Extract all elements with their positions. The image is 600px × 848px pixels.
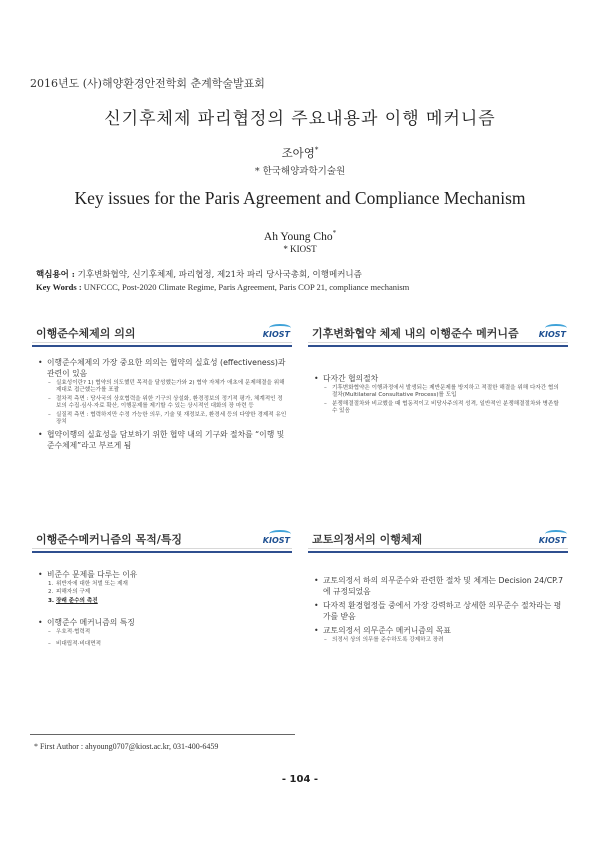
keywords-korean [36, 268, 362, 280]
keywords-korean-text: 기후변화협약, 신기후체제, 파리협정, 제21차 파리 당사국총회, 이행메커니즘 [77, 270, 362, 280]
slide-body [32, 346, 292, 451]
slide-header [308, 528, 568, 552]
sub-bullet: – 비대립적·비대면적 [38, 641, 288, 648]
bullet: • 비준수 문제를 다루는 이유 [38, 569, 288, 580]
sub-bullet: – 기후변화협약은 이행과정에서 발생되는 제반문제를 방지하고 적절한 해결을 위해 다자간 협의절차(Multilateral Consultative Process)를 도입 [314, 385, 564, 400]
slide-divider [32, 548, 292, 549]
keywords-english-label: Key Words : [36, 282, 82, 292]
slide-title: 이행준수체제의 의의 [36, 327, 136, 340]
slide-header [32, 322, 292, 346]
footnote-divider [30, 734, 295, 735]
slide-header [32, 528, 292, 552]
slide-divider [308, 548, 568, 549]
sub-bullet: – 분쟁해결절차와 비교했을 때 협동적이고 비당사주의적 성격, 일반적인 분쟁해결절차와 병존할 수 있음 [314, 401, 564, 416]
slide-body [308, 552, 568, 644]
slide-divider [308, 342, 568, 343]
slide-unfccc-compliance [308, 322, 568, 490]
numbered-item: 1. 위반자에 대한 처벌 또는 제재 [48, 581, 128, 587]
slide-title: 기후변화협약 체제 내의 이행준수 메커니즘 [312, 327, 519, 340]
paper-title-english: Key issues for the Paris Agreement and Compliance Mechanism [74, 188, 526, 208]
footnote: * First Author : ahyoung0707@kiost.ac.kr, 031-400-6459 [34, 742, 219, 751]
slide-header [308, 322, 568, 346]
author-korean-name: 조아영 [281, 146, 315, 160]
affiliation-english: * KIOST [283, 244, 317, 254]
slide-title: 교토의정서의 이행체제 [312, 533, 423, 546]
keywords-korean-label: 핵심용어 : [36, 270, 75, 280]
kiost-logo: KIOST [539, 330, 566, 339]
slide-mechanism-purpose [32, 528, 292, 696]
slide-title: 이행준수메커니즘의 목적/특징 [36, 533, 182, 546]
page-number: - 104 - [281, 774, 319, 785]
slide-accent-bar [32, 551, 292, 553]
kiost-logo: KIOST [539, 536, 566, 545]
bullet: • 다자간 협의절차 [314, 373, 564, 384]
sub-bullet: – 실질적 측면 : 협력하지만 수정 가능한 의무, 기술 및 재정보조, 환경세 등의 다양한 경제적 유인 장치 [38, 412, 288, 427]
slide-accent-bar [308, 345, 568, 347]
bullet: • 교토의정서 의무준수 메커니즘의 목표 [314, 625, 564, 636]
author-english [0, 229, 600, 243]
numbered-item: 2. 피해자의 구제 [48, 589, 91, 596]
slide-body [308, 346, 568, 416]
kiost-logo: KIOST [263, 330, 290, 339]
sub-bullet: – 실효성이란? 1) 협약의 의도했던 목적을 달성했는가와 2) 협약 자체가 애초에 문제해결을 위해 제대로 접근했는가를 포괄 [38, 380, 288, 395]
sub-bullet: – 의정서 상의 의무를 준수하도록 강제하고 장려 [314, 637, 564, 644]
conference-header: 2016년도 (사)해양환경안전학회 춘계학술발표회 [30, 77, 265, 90]
bullet: • 다자적 환경협정들 중에서 가장 강력하고 상세한 의무준수 절차라는 평가를 받음 [314, 600, 564, 622]
slide-divider [32, 342, 292, 343]
paper-title-korean: 신기후체제 파리협정의 주요내용과 이행 메커니즘 [104, 109, 496, 129]
numbered-item: 3. 장래 준수의 촉진 [48, 597, 98, 604]
author-korean [0, 145, 600, 161]
slide-accent-bar [32, 345, 292, 347]
slide-compliance-significance [32, 322, 292, 490]
affiliation-korean: * 한국해양과학기술원 [254, 166, 346, 177]
slide-body [32, 552, 292, 648]
keywords-english-text: UNFCCC, Post-2020 Climate Regime, Paris Agreement, Paris COP 21, compliance mechanism [83, 282, 410, 292]
bullet: • 협약이행의 실효성을 담보하기 위한 협약 내의 기구와 절차를 “이행 및 준수체제”라고 부르게 됨 [38, 429, 288, 451]
bullet: • 이행준수 메커니즘의 특징 [38, 617, 288, 628]
author-english-name: Ah Young Cho [263, 230, 333, 243]
author-english-mark: * [332, 229, 337, 237]
sub-bullet: – 우호적·협력적 [38, 629, 288, 636]
keywords-english [36, 282, 409, 292]
bullet: • 이행준수체제의 가장 중요한 의의는 협약의 실효성 (effectiveness)과 관련이 있음 [38, 357, 288, 379]
slide-accent-bar [308, 551, 568, 553]
sub-bullet: – 절차적 측면 : 당사국의 상호협력을 위한 기구의 상설화, 환경정보의 정기적 평가, 체계적인 정보의 수집·심사·자료 확산, 이행문제를 제기할 수 있는 상시적인 대화의 장 마련 등 [38, 396, 288, 411]
bullet: • 교토의정서 하의 의무준수와 관련한 절차 및 체계는 Decision 24/CP.7에 규정되었음 [314, 575, 564, 597]
author-korean-mark: * [314, 146, 319, 155]
kiost-logo: KIOST [263, 536, 290, 545]
slide-kyoto-compliance [308, 528, 568, 696]
